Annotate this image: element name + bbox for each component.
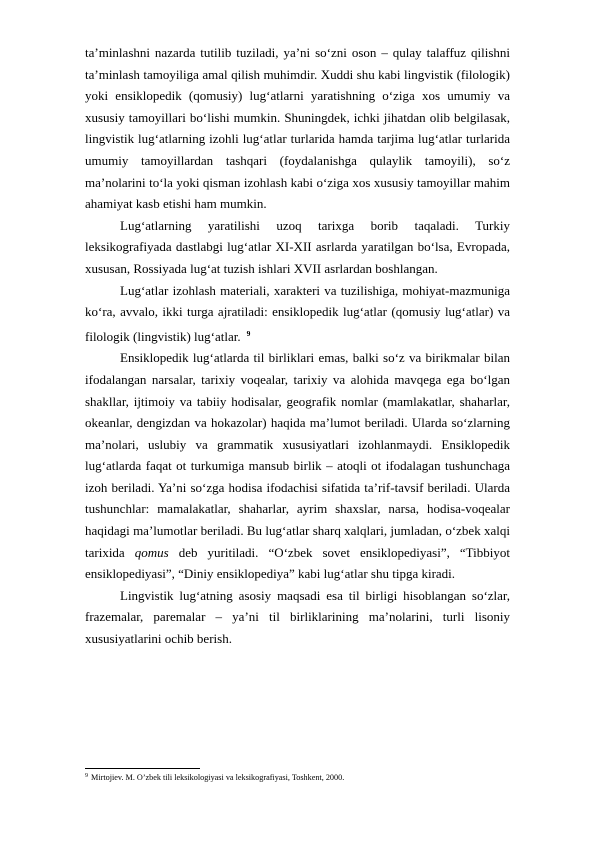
paragraph-4	[85, 347, 510, 585]
footnote-reference[interactable]: 9	[246, 328, 251, 338]
paragraph-3	[85, 280, 510, 348]
footnote-text: Mirtojiev. M. O’zbek tili leksikologiyasi va leksikografiyasi, Toshkent, 2000.	[89, 773, 345, 782]
footnote-divider	[85, 768, 200, 769]
paragraph-5: Lingvistik lug‘atning asosiy maqsadi esa til birligi hisoblangan so‘zlar, frazemalar, paremalar – ya’ni til birliklarining ma’nolarini, turli lisoniy xususiyatlarini ochib berish.	[85, 587, 510, 647]
footnote-mark: 9	[85, 773, 88, 779]
paragraph-4-text-a: Ensiklopedik lug‘atlarda til birliklari emas, balki so‘z va birikmalar bilan ifodalangan narsalar, tarixiy voqealar, tarixiy va alohida mavqega ega bo‘lgan shakllar, ijtimoiy va tabiiy hodisalar, geografik nomlar (mamlakatlar, shaharlar, okeanlar, dengizdan va hokazolar) haqida ma’lumot beriladi. Ularda so‘zlarning ma’nolari, uslubiy va grammatik xususiyatlari izohlanmaydi. Ensiklopedik lug‘atlarda faqat ot turkumiga mansub birlik – atoqli ot ifodalagan tushunchaga izoh beriladi. Ya’ni so‘zga hodisa ifodachisi sifatida ta’rif-tavsif beriladi. Ularda tushunchlar: mamalakatlar, shaharlar, ayrim shaxslar, narsa, hodisa-voqealar haqidagi ma’lumotlar beriladi. Bu lug‘atlar sharq xalqlari, jumladan, o‘zbek xalqi tarixida	[85, 350, 510, 560]
paragraph-1: ta’minlashni nazarda tutilib tuziladi, ya’ni so‘zni oson – qulay talaffuz qilishni ta’minlash tamoyiliga amal qilish muhimdir. Xuddi shu kabi lingvistik (filologik) yoki ensiklopedik (qomusiy) lug‘atlarni yaratishning o‘ziga xos umumiy va xususiy tamoyillari bo‘lishi mumkin. Shuningdek, ichki jihatdan olib belgilasak, lingvistik lug‘atlarning izohli lug‘atlar turlarida hamda tarjima lug‘atlar turlarida umumiy tamoyillardan tashqari (foydalanishga qulaylik tamoyili), so‘z ma’nolarini to‘la yoki qisman izohlash kabi o‘ziga xos xususiy tamoyillar mahim ahamiyat kasb etishi ham mumkin.	[85, 45, 510, 212]
paragraph-4-text-b: deb yuritiladi. “O‘zbek sovet ensiklopediyasi”, “Tibbiyot ensiklopediyasi”, “Diniy ensiklopediya” kabi lug‘atlar shu tipga kiradi.	[85, 544, 510, 582]
paragraph-4-italic-term: qomus	[134, 544, 169, 560]
document-body	[85, 42, 510, 650]
paragraph-2: Lug‘atlarning yaratilishi uzoq tarixga borib taqaladi. Turkiy leksikografiyada dastlabgi lug‘atlar XI-XII asrlarda yaratilgan bo‘lsa, Evropada, xususan, Rossiyada lug‘at tuzish ishlari XVII asrlardan boshlangan.	[85, 217, 510, 276]
footnote	[85, 771, 515, 783]
paragraph-3-text: Lug‘atlar izohlash materiali, xarakteri va tuzilishiga, mohiyat-mazmuniga ko‘ra, avvalo, ikki turga ajratiladi: ensiklopedik lug‘atlar (qomusiy lug‘atlar) va filologik (lingvistik) lug‘atlar.	[85, 282, 510, 344]
